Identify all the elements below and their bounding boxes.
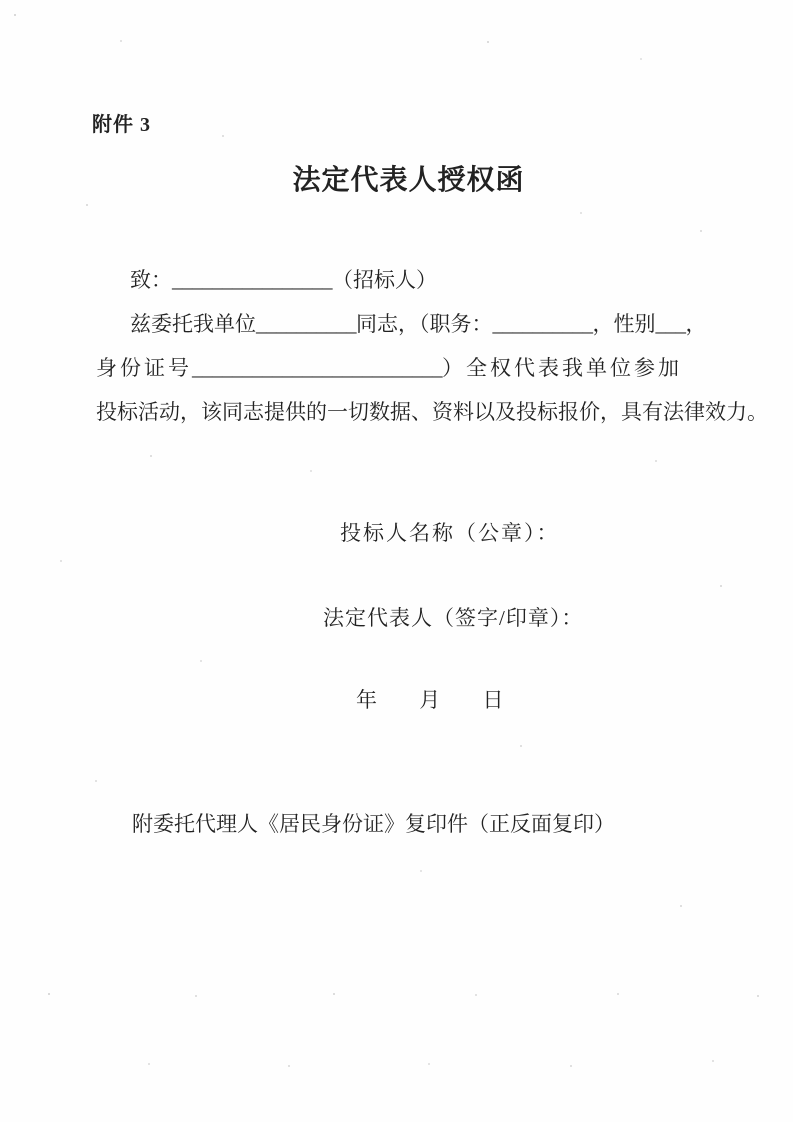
gender-blank-line: ___ xyxy=(655,312,686,336)
salutation-line xyxy=(130,264,437,294)
line1-trailing-comma: ， xyxy=(685,312,707,336)
comrade-position-text: 同志，（职务： xyxy=(356,312,493,336)
id-card-copy-footnote: 附委托代理人《居民身份证》复印件（正反面复印） xyxy=(132,812,615,836)
document-title: 法定代表人授权函 xyxy=(292,165,525,196)
authorization-line-3: 投标活动，该同志提供的一切数据、资料以及投标报价，具有法律效力。 xyxy=(96,400,768,424)
legal-representative-signature-label: 法定代表人（签字/印章）： xyxy=(323,606,584,630)
id-number-blank-line: _________________________ xyxy=(192,356,442,380)
id-number-label: 身份证号 xyxy=(96,356,192,380)
salutation-suffix: （招标人） xyxy=(332,268,437,292)
agent-name-blank-line: __________ xyxy=(256,312,356,336)
position-blank-line: __________ xyxy=(492,312,593,336)
date-year-month-day-label: 年 月 日 xyxy=(356,688,504,712)
attachment-label: 附件 3 xyxy=(92,114,151,136)
entrust-text: 兹委托我单位 xyxy=(130,312,256,336)
scan-noise xyxy=(0,0,2,2)
authorization-line-1 xyxy=(130,308,707,338)
gender-text: ，性别 xyxy=(592,312,656,336)
authorization-line-2 xyxy=(96,352,682,382)
full-authority-text: ）全权代表我单位参加 xyxy=(442,356,682,380)
salutation-prefix: 致： xyxy=(130,268,172,292)
bidder-name-seal-label: 投标人名称（公章）： xyxy=(340,521,560,545)
tenderer-blank-line: ________________ xyxy=(172,268,332,292)
